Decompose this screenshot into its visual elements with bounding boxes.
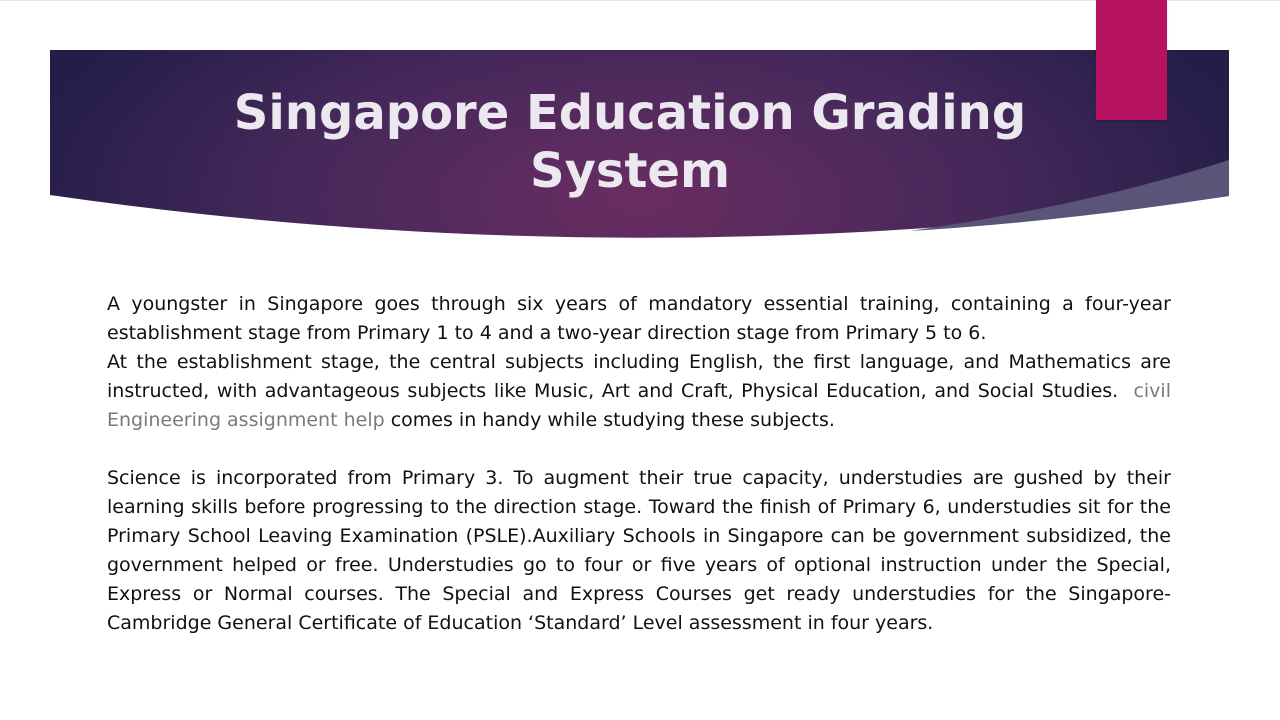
assignment-help-link[interactable]: civil Engineering assignment help: [107, 380, 1171, 431]
paragraph-subjects-text: At the establishment stage, the central subjects including English, the first language, and Mathematics are instructed, with advantageous subjects like Music, Art and Craft, Physical Education, and Social Studies.: [107, 351, 1171, 402]
paragraph-science-secondary: Science is incorporated from Primary 3. To augment their true capacity, understudies are gushed by their learning skills before progressing to the direction stage. Toward the finish of Primary 6, understudies sit for the Primary School Leaving Examination (PSLE).Auxiliary Schools in Singapore can be government subsidized, the government helped or free. Understudies go to four or five years of optional instruction under the Special, Express or Normal courses. The Special and Express Courses get ready understudies for the Singapore-Cambridge General Certificate of Education ‘Standard’ Level assessment in four years.: [107, 467, 1171, 634]
paragraph-subjects-tail: comes in handy while studying these subjects.: [384, 409, 835, 431]
body-text: [107, 290, 1171, 638]
paragraph-primary-education: A youngster in Singapore goes through six years of mandatory essential training, containing a four-year establishment stage from Primary 1 to 4 and a two-year direction stage from Primary 5 to 6.: [107, 293, 1171, 344]
slide-title: Singapore Education Grading System: [233, 85, 1027, 199]
accent-tab: [1096, 0, 1167, 120]
paragraph-subjects: [107, 348, 1171, 435]
